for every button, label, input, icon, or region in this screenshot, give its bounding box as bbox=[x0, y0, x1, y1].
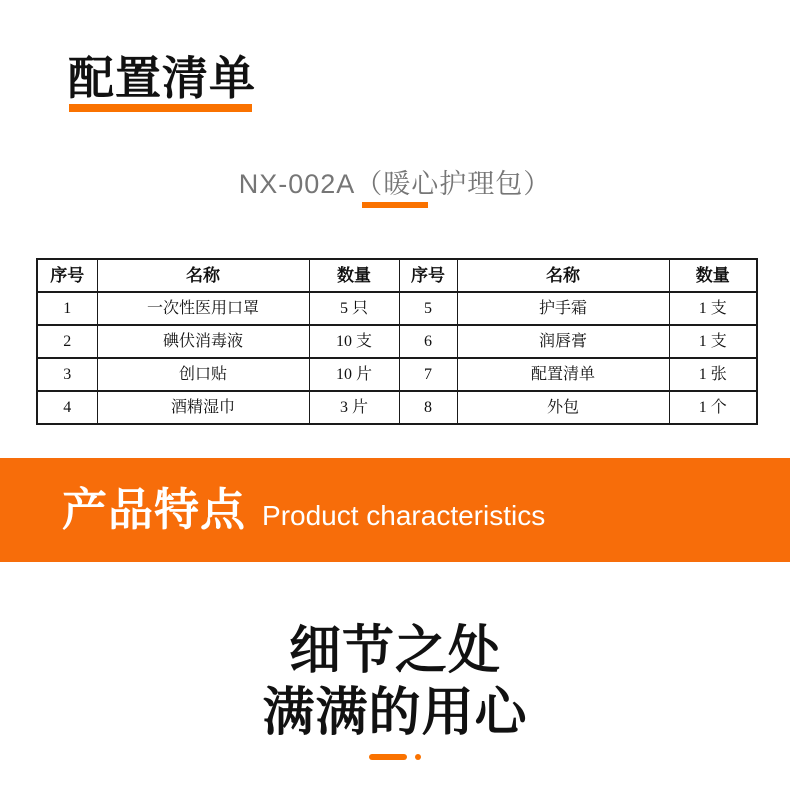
section-banner bbox=[0, 458, 790, 562]
configuration-table bbox=[36, 258, 756, 425]
slogan-dash-dot-accent bbox=[369, 754, 421, 760]
accent-dot bbox=[415, 754, 421, 760]
cell-no: 5 bbox=[399, 292, 457, 325]
table-row bbox=[37, 391, 757, 424]
table-row bbox=[37, 358, 757, 391]
configuration-table-grid bbox=[36, 258, 758, 425]
cell-name: 配置清单 bbox=[457, 358, 669, 391]
cell-name: 润唇膏 bbox=[457, 325, 669, 358]
header-name: 名称 bbox=[457, 259, 669, 292]
product-model-subtitle: NX-002A（暖心护理包） bbox=[238, 169, 552, 199]
page-title: 配置清单 bbox=[68, 52, 256, 104]
cell-no: 6 bbox=[399, 325, 457, 358]
cell-qty: 10 片 bbox=[309, 358, 399, 391]
slogan-text bbox=[0, 620, 790, 744]
cell-qty: 1 支 bbox=[669, 292, 757, 325]
header-qty: 数量 bbox=[669, 259, 757, 292]
header-name: 名称 bbox=[97, 259, 309, 292]
cell-name: 外包 bbox=[457, 391, 669, 424]
cell-no: 2 bbox=[37, 325, 97, 358]
cell-name: 创口贴 bbox=[97, 358, 309, 391]
cell-qty: 1 支 bbox=[669, 325, 757, 358]
accent-dash bbox=[369, 754, 407, 760]
banner-title-zh: 产品特点 bbox=[62, 484, 247, 535]
cell-no: 7 bbox=[399, 358, 457, 391]
cell-qty: 10 支 bbox=[309, 325, 399, 358]
slogan-line-2: 满满的用心 bbox=[262, 684, 528, 742]
cell-no: 8 bbox=[399, 391, 457, 424]
subtitle-underline bbox=[362, 202, 428, 208]
title-underline bbox=[69, 104, 252, 112]
cell-name: 一次性医用口罩 bbox=[97, 292, 309, 325]
cell-qty: 3 片 bbox=[309, 391, 399, 424]
cell-no: 3 bbox=[37, 358, 97, 391]
banner-title-en: Product characteristics bbox=[262, 500, 546, 531]
header-no: 序号 bbox=[399, 259, 457, 292]
cell-name: 护手霜 bbox=[457, 292, 669, 325]
header-no: 序号 bbox=[37, 259, 97, 292]
cell-qty: 1 个 bbox=[669, 391, 757, 424]
cell-no: 4 bbox=[37, 391, 97, 424]
table-row bbox=[37, 325, 757, 358]
cell-qty: 5 只 bbox=[309, 292, 399, 325]
table-header-row bbox=[37, 259, 757, 292]
header-qty: 数量 bbox=[309, 259, 399, 292]
cell-qty: 1 张 bbox=[669, 358, 757, 391]
table-row bbox=[37, 292, 757, 325]
slogan-line-1: 细节之处 bbox=[288, 622, 501, 680]
cell-name: 碘伏消毒液 bbox=[97, 325, 309, 358]
cell-name: 酒精湿巾 bbox=[97, 391, 309, 424]
cell-no: 1 bbox=[37, 292, 97, 325]
